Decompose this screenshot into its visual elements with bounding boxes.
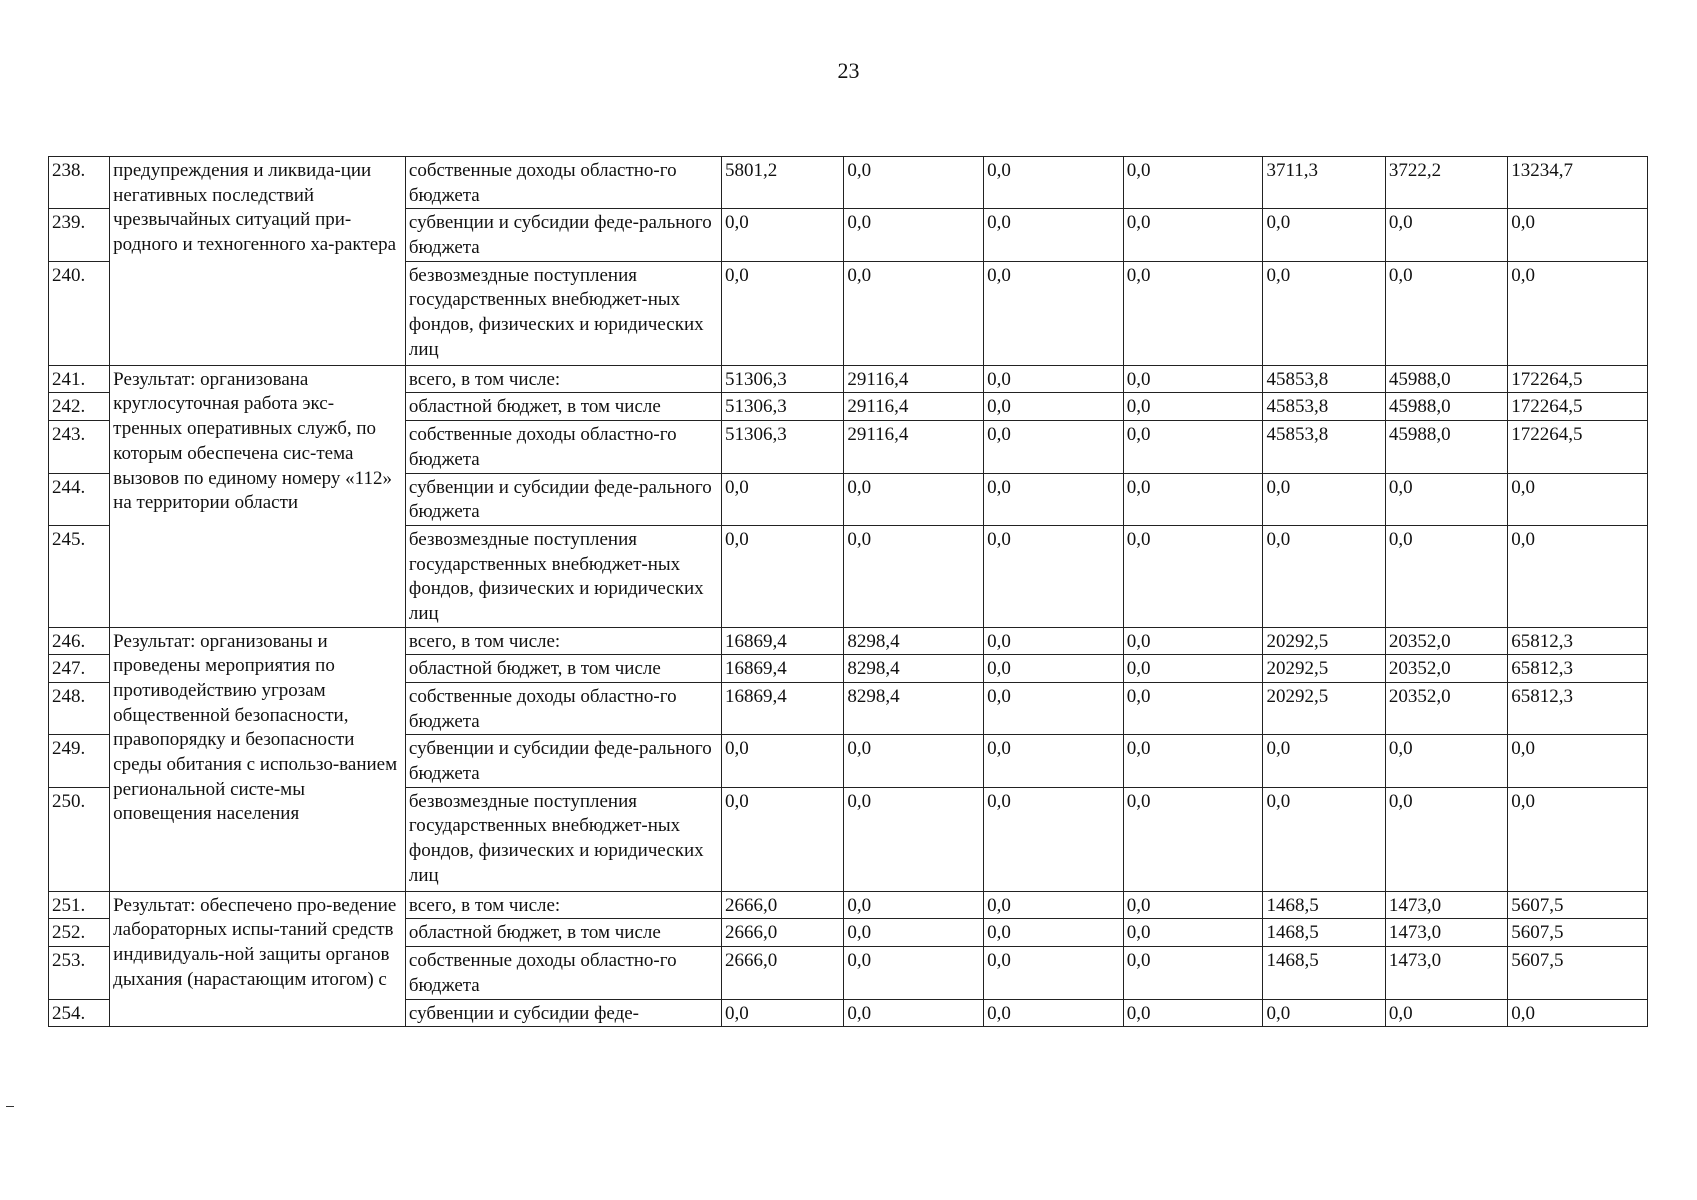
value-cell: 0,0 bbox=[984, 525, 1124, 627]
value-cell: 65812,3 bbox=[1508, 683, 1648, 735]
value-cell: 0,0 bbox=[984, 421, 1124, 473]
value-cell: 0,0 bbox=[844, 891, 984, 919]
row-number-cell: 252. bbox=[49, 919, 110, 947]
value-cell: 2666,0 bbox=[722, 891, 844, 919]
row-number-cell: 250. bbox=[49, 787, 110, 891]
value-cell: 0,0 bbox=[984, 735, 1124, 787]
value-cell: 0,0 bbox=[984, 891, 1124, 919]
value-cell: 0,0 bbox=[1263, 473, 1385, 525]
value-cell: 16869,4 bbox=[722, 627, 844, 655]
value-cell: 1468,5 bbox=[1263, 947, 1385, 999]
value-cell: 0,0 bbox=[984, 157, 1124, 209]
value-cell: 0,0 bbox=[722, 473, 844, 525]
row-number-cell: 249. bbox=[49, 735, 110, 787]
value-cell: 0,0 bbox=[1263, 525, 1385, 627]
value-cell: 5607,5 bbox=[1508, 891, 1648, 919]
value-cell: 5801,2 bbox=[722, 157, 844, 209]
value-cell: 0,0 bbox=[1123, 627, 1263, 655]
funding-source-cell: субвенции и субсидии феде-рального бюджета bbox=[405, 473, 721, 525]
value-cell: 0,0 bbox=[1123, 787, 1263, 891]
value-cell: 20352,0 bbox=[1385, 683, 1507, 735]
funding-source-cell: безвозмездные поступления государственных внебюджет-ных фондов, физических и юридических лиц bbox=[405, 525, 721, 627]
row-number-cell: 238. bbox=[49, 157, 110, 209]
row-number-cell: 242. bbox=[49, 393, 110, 421]
value-cell: 51306,3 bbox=[722, 393, 844, 421]
value-cell: 0,0 bbox=[984, 627, 1124, 655]
funding-source-cell: областной бюджет, в том числе bbox=[405, 655, 721, 683]
value-cell: 16869,4 bbox=[722, 683, 844, 735]
value-cell: 1468,5 bbox=[1263, 891, 1385, 919]
row-number-cell: 248. bbox=[49, 683, 110, 735]
value-cell: 0,0 bbox=[1263, 735, 1385, 787]
funding-source-cell: субвенции и субсидии феде- bbox=[405, 999, 721, 1027]
table-row bbox=[49, 627, 1648, 655]
value-cell: 16869,4 bbox=[722, 655, 844, 683]
value-cell: 51306,3 bbox=[722, 365, 844, 393]
funding-source-cell: всего, в том числе: bbox=[405, 627, 721, 655]
value-cell: 0,0 bbox=[1508, 209, 1648, 261]
value-cell: 65812,3 bbox=[1508, 627, 1648, 655]
value-cell: 0,0 bbox=[1508, 735, 1648, 787]
value-cell: 172264,5 bbox=[1508, 365, 1648, 393]
value-cell: 0,0 bbox=[1385, 525, 1507, 627]
value-cell: 0,0 bbox=[844, 919, 984, 947]
value-cell: 0,0 bbox=[1123, 891, 1263, 919]
value-cell: 45988,0 bbox=[1385, 421, 1507, 473]
value-cell: 29116,4 bbox=[844, 421, 984, 473]
funding-source-cell: безвозмездные поступления государственных внебюджет-ных фондов, физических и юридических лиц bbox=[405, 787, 721, 891]
value-cell: 0,0 bbox=[844, 525, 984, 627]
value-cell: 0,0 bbox=[1123, 525, 1263, 627]
value-cell: 0,0 bbox=[1123, 157, 1263, 209]
value-cell: 0,0 bbox=[844, 735, 984, 787]
budget-table bbox=[48, 156, 1648, 1027]
value-cell: 45853,8 bbox=[1263, 393, 1385, 421]
value-cell: 0,0 bbox=[984, 393, 1124, 421]
value-cell: 0,0 bbox=[844, 157, 984, 209]
value-cell: 0,0 bbox=[1508, 787, 1648, 891]
value-cell: 1468,5 bbox=[1263, 919, 1385, 947]
value-cell: 1473,0 bbox=[1385, 947, 1507, 999]
value-cell: 0,0 bbox=[1385, 261, 1507, 365]
group-description-cell: Результат: обеспечено про-ведение лабораторных испы-таний средств индивидуаль-ной защиты органов дыхания (нарастающим итогом) с bbox=[110, 891, 406, 1026]
value-cell: 45853,8 bbox=[1263, 421, 1385, 473]
funding-source-cell: областной бюджет, в том числе bbox=[405, 393, 721, 421]
value-cell: 0,0 bbox=[1263, 999, 1385, 1027]
funding-source-cell: областной бюджет, в том числе bbox=[405, 919, 721, 947]
value-cell: 0,0 bbox=[1385, 209, 1507, 261]
row-number-cell: 247. bbox=[49, 655, 110, 683]
value-cell: 2666,0 bbox=[722, 919, 844, 947]
row-number-cell: 245. bbox=[49, 525, 110, 627]
row-number-cell: 246. bbox=[49, 627, 110, 655]
value-cell: 51306,3 bbox=[722, 421, 844, 473]
edge-mark bbox=[6, 1106, 14, 1107]
value-cell: 29116,4 bbox=[844, 393, 984, 421]
value-cell: 0,0 bbox=[722, 209, 844, 261]
value-cell: 0,0 bbox=[1123, 421, 1263, 473]
page-number: 23 bbox=[837, 58, 860, 83]
value-cell: 0,0 bbox=[1123, 735, 1263, 787]
value-cell: 0,0 bbox=[722, 261, 844, 365]
group-description-cell: Результат: организованы и проведены мероприятия по противодействию угрозам общественной безопасности, правопорядку и безопасности среды обитания с использо-ванием региональной систе-мы оповещения населения bbox=[110, 627, 406, 891]
value-cell: 0,0 bbox=[844, 473, 984, 525]
row-number-cell: 251. bbox=[49, 891, 110, 919]
value-cell: 29116,4 bbox=[844, 365, 984, 393]
value-cell: 0,0 bbox=[1123, 473, 1263, 525]
value-cell: 20352,0 bbox=[1385, 627, 1507, 655]
funding-source-cell: безвозмездные поступления государственных внебюджет-ных фондов, физических и юридических лиц bbox=[405, 261, 721, 365]
value-cell: 0,0 bbox=[1123, 209, 1263, 261]
value-cell: 172264,5 bbox=[1508, 393, 1648, 421]
value-cell: 0,0 bbox=[1123, 655, 1263, 683]
value-cell: 0,0 bbox=[1263, 261, 1385, 365]
value-cell: 0,0 bbox=[1263, 209, 1385, 261]
value-cell: 0,0 bbox=[844, 787, 984, 891]
value-cell: 0,0 bbox=[984, 655, 1124, 683]
funding-source-cell: собственные доходы областно-го бюджета bbox=[405, 421, 721, 473]
value-cell: 0,0 bbox=[1123, 365, 1263, 393]
value-cell: 172264,5 bbox=[1508, 421, 1648, 473]
row-number-cell: 244. bbox=[49, 473, 110, 525]
funding-source-cell: собственные доходы областно-го бюджета bbox=[405, 683, 721, 735]
value-cell: 0,0 bbox=[1385, 999, 1507, 1027]
value-cell: 45853,8 bbox=[1263, 365, 1385, 393]
value-cell: 45988,0 bbox=[1385, 365, 1507, 393]
value-cell: 0,0 bbox=[984, 999, 1124, 1027]
funding-source-cell: субвенции и субсидии феде-рального бюджета bbox=[405, 209, 721, 261]
value-cell: 8298,4 bbox=[844, 683, 984, 735]
row-number-cell: 239. bbox=[49, 209, 110, 261]
value-cell: 0,0 bbox=[722, 525, 844, 627]
value-cell: 3711,3 bbox=[1263, 157, 1385, 209]
value-cell: 0,0 bbox=[1123, 393, 1263, 421]
value-cell: 5607,5 bbox=[1508, 919, 1648, 947]
row-number-cell: 241. bbox=[49, 365, 110, 393]
value-cell: 0,0 bbox=[984, 787, 1124, 891]
value-cell: 1473,0 bbox=[1385, 891, 1507, 919]
value-cell: 0,0 bbox=[1385, 473, 1507, 525]
value-cell: 0,0 bbox=[984, 209, 1124, 261]
value-cell: 20292,5 bbox=[1263, 655, 1385, 683]
value-cell: 8298,4 bbox=[844, 627, 984, 655]
value-cell: 0,0 bbox=[1263, 787, 1385, 891]
value-cell: 3722,2 bbox=[1385, 157, 1507, 209]
group-description-cell: Результат: организована круглосуточная работа экс-тренных оперативных служб, по которым обеспечена сис-тема вызовов по единому номеру «112» на территории области bbox=[110, 365, 406, 627]
value-cell: 0,0 bbox=[1508, 473, 1648, 525]
funding-source-cell: всего, в том числе: bbox=[405, 891, 721, 919]
value-cell: 20352,0 bbox=[1385, 655, 1507, 683]
value-cell: 1473,0 bbox=[1385, 919, 1507, 947]
row-number-cell: 243. bbox=[49, 421, 110, 473]
value-cell: 20292,5 bbox=[1263, 683, 1385, 735]
group-description-cell: предупреждения и ликвида-ции негативных последствий чрезвычайных ситуаций при-родного и техногенного ха-рактера bbox=[110, 157, 406, 366]
funding-source-cell: субвенции и субсидии феде-рального бюджета bbox=[405, 735, 721, 787]
value-cell: 0,0 bbox=[1508, 999, 1648, 1027]
value-cell: 0,0 bbox=[984, 473, 1124, 525]
value-cell: 0,0 bbox=[984, 683, 1124, 735]
row-number-cell: 240. bbox=[49, 261, 110, 365]
value-cell: 0,0 bbox=[1385, 787, 1507, 891]
row-number-cell: 253. bbox=[49, 947, 110, 999]
value-cell: 0,0 bbox=[1123, 683, 1263, 735]
value-cell: 0,0 bbox=[722, 999, 844, 1027]
value-cell: 0,0 bbox=[1123, 919, 1263, 947]
value-cell: 0,0 bbox=[984, 261, 1124, 365]
value-cell: 0,0 bbox=[984, 919, 1124, 947]
value-cell: 0,0 bbox=[1123, 261, 1263, 365]
value-cell: 20292,5 bbox=[1263, 627, 1385, 655]
value-cell: 0,0 bbox=[984, 947, 1124, 999]
value-cell: 0,0 bbox=[722, 735, 844, 787]
table-row bbox=[49, 891, 1648, 919]
funding-source-cell: собственные доходы областно-го бюджета bbox=[405, 157, 721, 209]
value-cell: 2666,0 bbox=[722, 947, 844, 999]
table-row bbox=[49, 365, 1648, 393]
value-cell: 0,0 bbox=[1508, 525, 1648, 627]
value-cell: 0,0 bbox=[1385, 735, 1507, 787]
value-cell: 0,0 bbox=[1123, 999, 1263, 1027]
value-cell: 0,0 bbox=[844, 261, 984, 365]
value-cell: 0,0 bbox=[844, 947, 984, 999]
value-cell: 0,0 bbox=[844, 999, 984, 1027]
value-cell: 8298,4 bbox=[844, 655, 984, 683]
value-cell: 13234,7 bbox=[1508, 157, 1648, 209]
value-cell: 0,0 bbox=[844, 209, 984, 261]
value-cell: 45988,0 bbox=[1385, 393, 1507, 421]
value-cell: 0,0 bbox=[1123, 947, 1263, 999]
table-row bbox=[49, 157, 1648, 209]
value-cell: 0,0 bbox=[1508, 261, 1648, 365]
row-number-cell: 254. bbox=[49, 999, 110, 1027]
value-cell: 65812,3 bbox=[1508, 655, 1648, 683]
funding-source-cell: всего, в том числе: bbox=[405, 365, 721, 393]
value-cell: 0,0 bbox=[722, 787, 844, 891]
value-cell: 0,0 bbox=[984, 365, 1124, 393]
funding-source-cell: собственные доходы областно-го бюджета bbox=[405, 947, 721, 999]
value-cell: 5607,5 bbox=[1508, 947, 1648, 999]
